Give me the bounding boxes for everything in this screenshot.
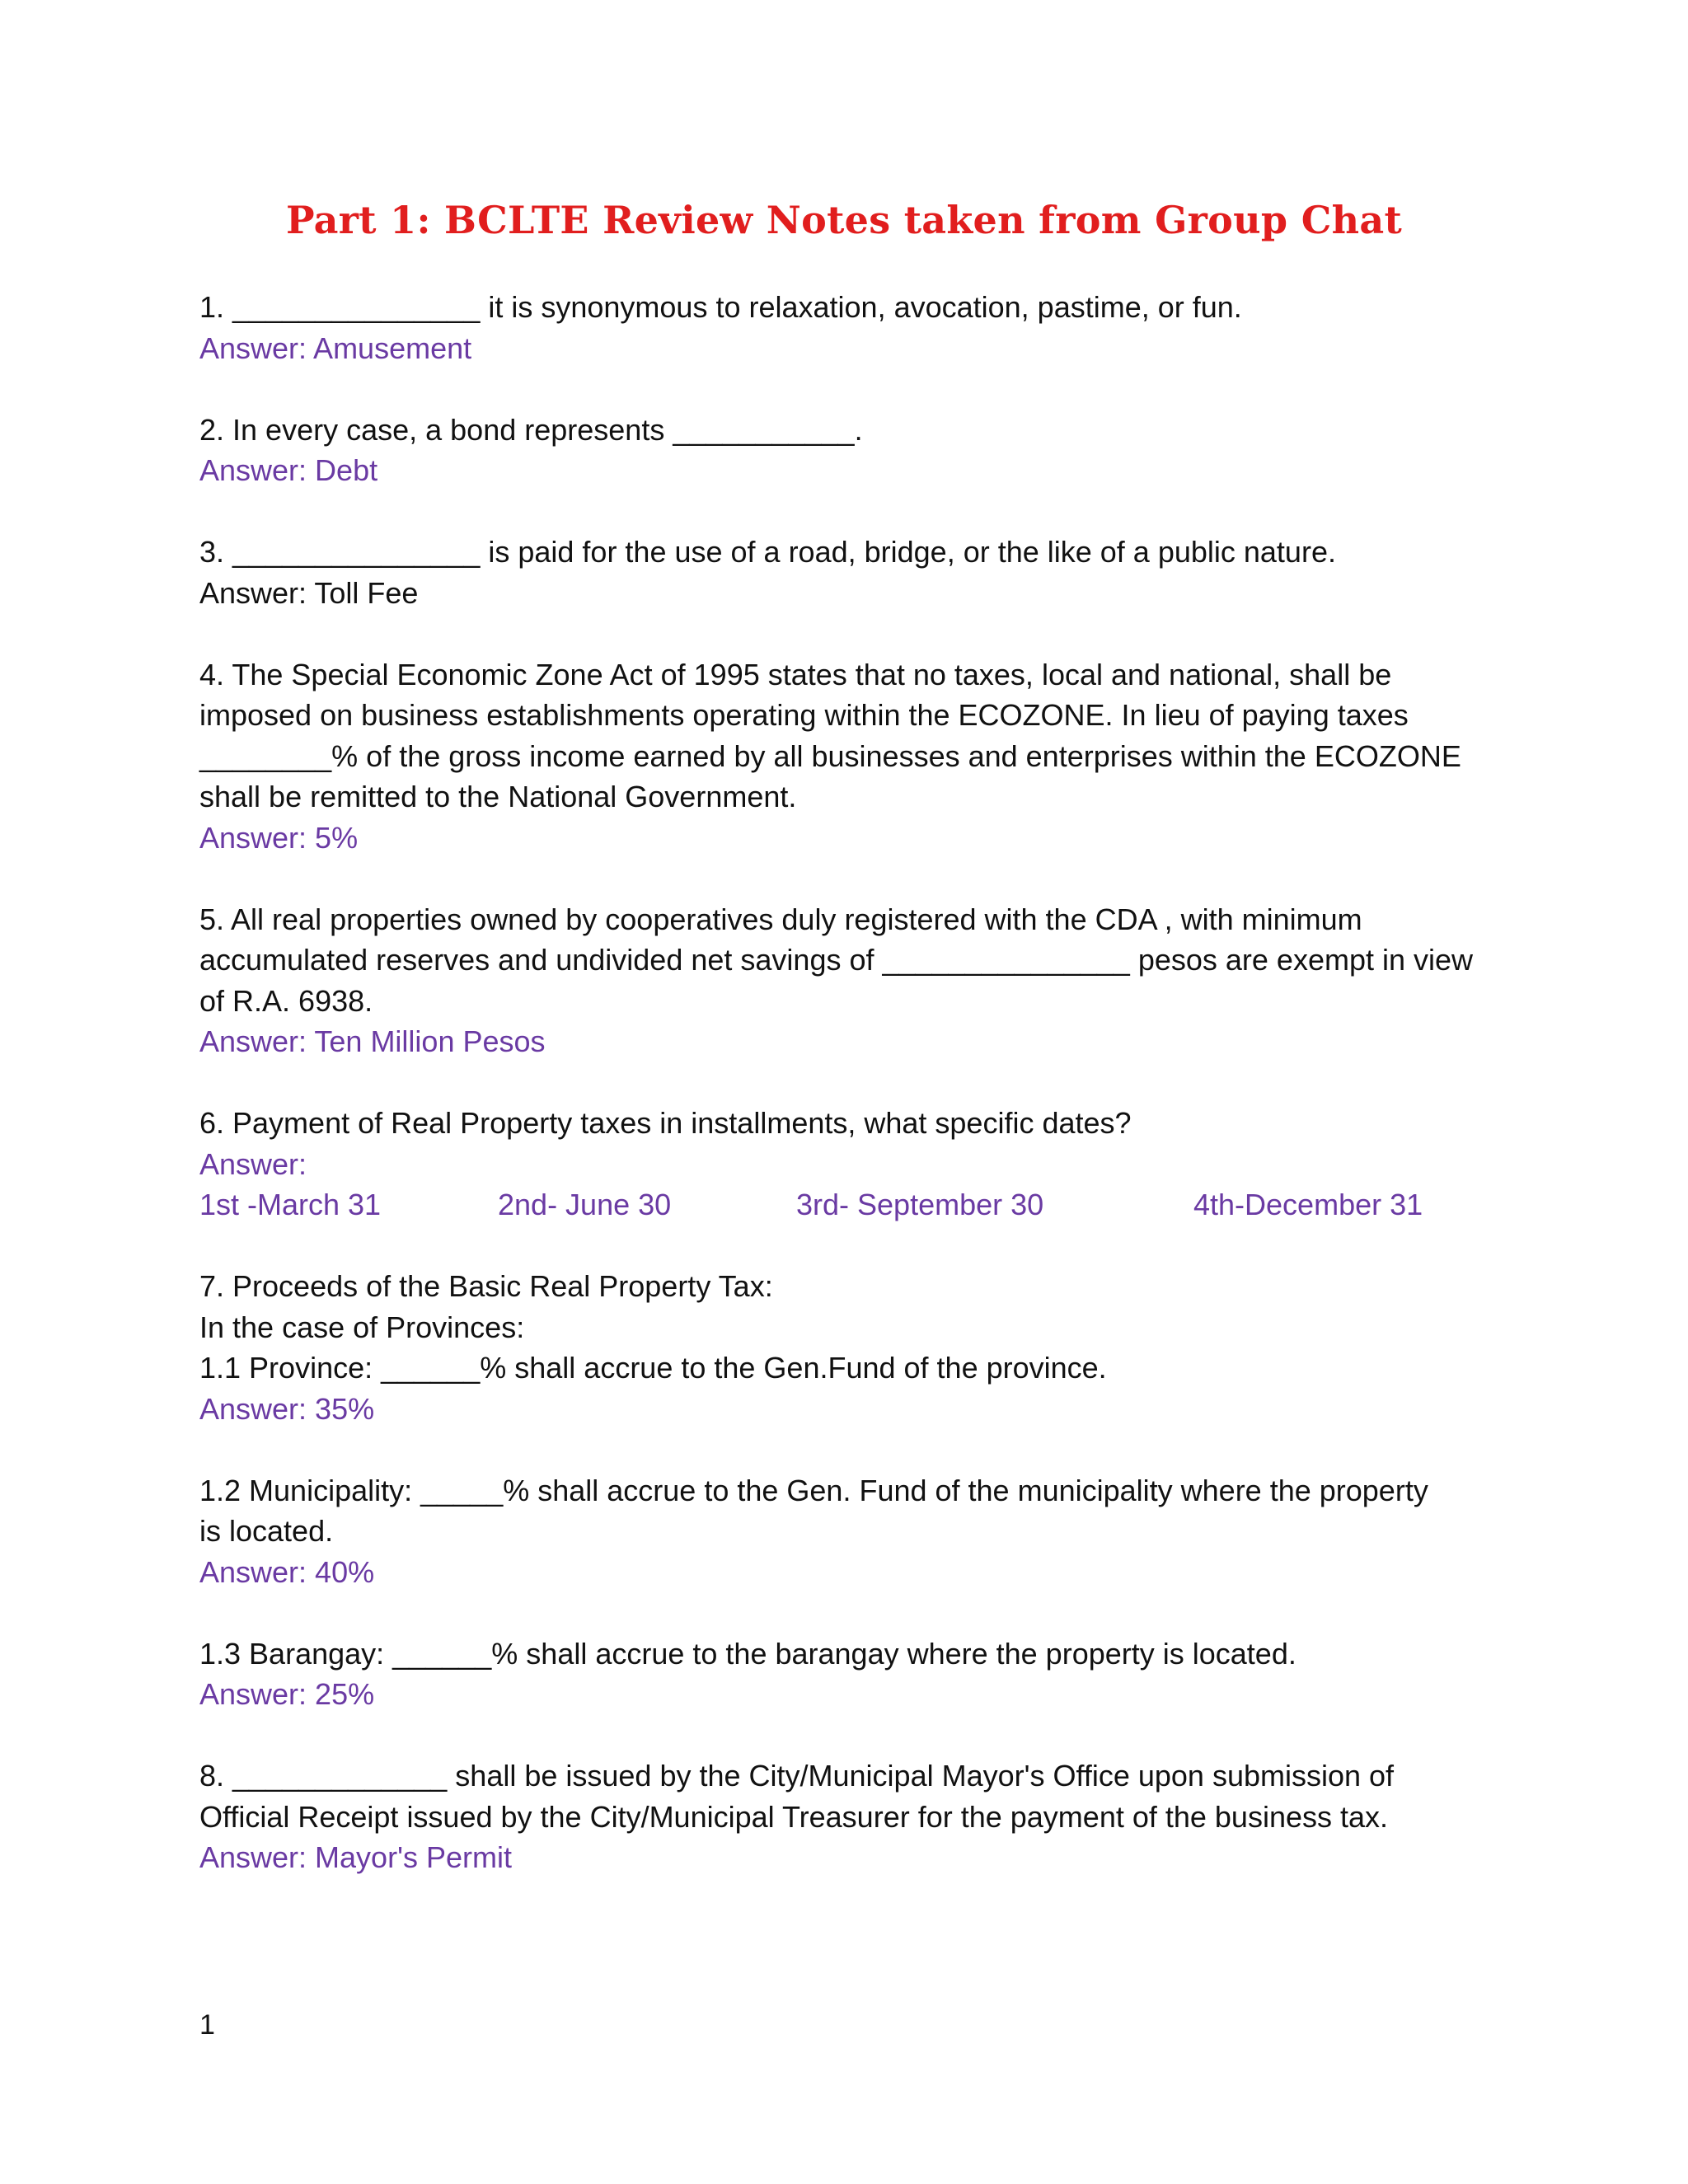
answer-text: Answer: 40% [199,1554,375,1589]
question-item-1 [199,287,1502,368]
question-text: 8. _____________ shall be issued by the City/Municipal Mayor's Office upon submission of [199,1759,1395,1793]
question-text: 4. The Special Economic Zone Act of 1995 states that no taxes, local and national, shall be [199,657,1392,691]
question-text: imposed on business establishments operating within the ECOZONE. In lieu of paying taxes [199,698,1409,732]
question-text: 1.2 Municipality: _____% shall accrue to the Gen. Fund of the municipality where the property [199,1473,1428,1507]
question-text: 1. _______________ it is synonymous to relaxation, avocation, pastime, or fun. [199,290,1242,324]
answer-text: Answer: Ten Million Pesos [199,1024,546,1058]
question-item-4 [199,654,1502,859]
page-number: 1 [199,2009,215,2041]
question-text: 6. Payment of Real Property taxes in installments, what specific dates? [199,1106,1132,1140]
question-item-8 [199,1755,1502,1878]
question-text: Official Receipt issued by the City/Municipal Treasurer for the payment of the business tax. [199,1799,1389,1834]
question-text: ________% of the gross income earned by all businesses and enterprises within the ECOZONE [199,738,1461,773]
question-item-7-3 [199,1633,1502,1715]
answer-text: Answer: 25% [199,1677,375,1711]
answer-text: Answer: 5% [199,820,359,855]
answer-text: Answer: [199,1146,307,1181]
installment-date: 2nd- June 30 [498,1188,672,1221]
question-item-7-2 [199,1470,1502,1593]
question-text: of R.A. 6938. [199,983,373,1018]
answer-text: Answer: Amusement [199,330,472,365]
question-text: 3. _______________ is paid for the use of a road, bridge, or the like of a public nature. [199,535,1336,569]
answer-text: Answer: 35% [199,1391,375,1426]
question-text: 2. In every case, a bond represents ___________. [199,412,863,447]
question-item-6 [199,1103,1502,1226]
question-text: 5. All real properties owned by cooperatives duly registered with the CDA , with minimum [199,902,1362,936]
installment-date: 3rd- September 30 [796,1188,1044,1221]
answer-text: Answer: Toll Fee [199,575,419,610]
answer-text: Answer: Debt [199,453,378,487]
question-item-3 [199,532,1502,613]
question-text: 7. Proceeds of the Basic Real Property Tax: [199,1269,773,1303]
question-text: is located. [199,1514,334,1548]
question-item-5 [199,899,1502,1062]
question-text: accumulated reserves and undivided net savings of _______________ pesos are exempt in view [199,943,1474,977]
installment-date: 4th-December 31 [1193,1188,1423,1221]
question-item-2 [199,410,1502,491]
question-text: 1.3 Barangay: ______% shall accrue to the barangay where the property is located. [199,1636,1296,1671]
question-text: 1.1 Province: ______% shall accrue to the Gen.Fund of the province. [199,1351,1107,1385]
answer-text: Answer: Mayor's Permit [199,1840,512,1874]
installment-dates [199,1184,1502,1226]
page-title: Part 1: BCLTE Review Notes taken from Group Chat [285,198,1402,242]
question-list [199,287,1502,1878]
installment-date: 1st -March 31 [199,1188,382,1221]
question-text: shall be remitted to the National Government. [199,780,797,813]
question-text: In the case of Provinces: [199,1310,525,1344]
question-item-7 [199,1266,1502,1429]
